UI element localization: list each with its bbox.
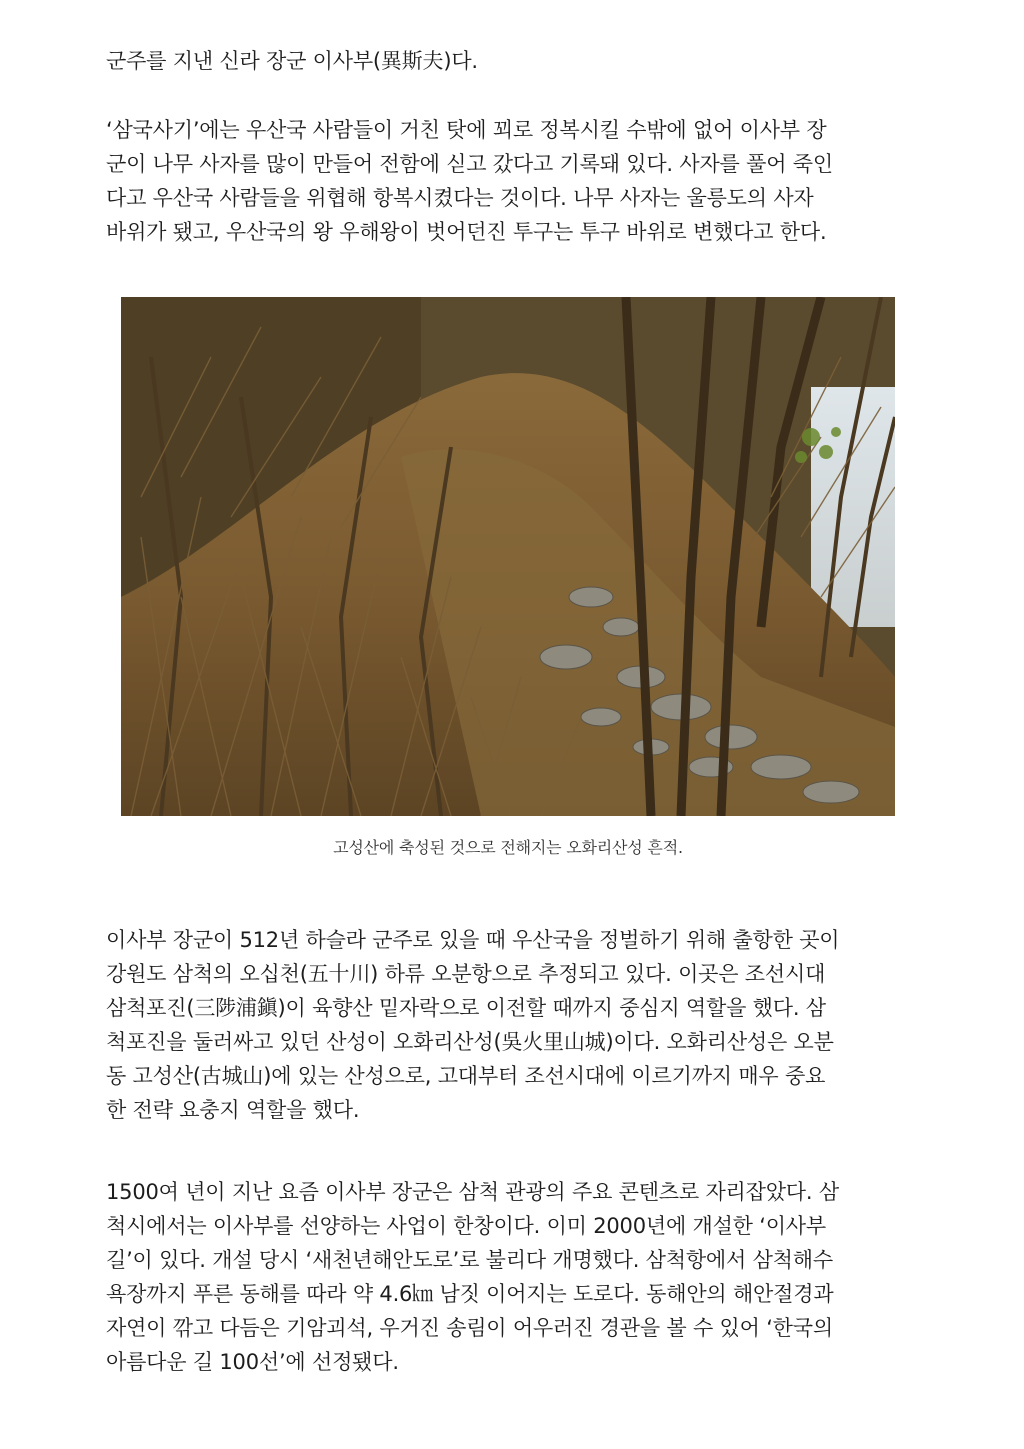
text-line: 다고 우산국 사람들을 위협해 항복시켰다는 것이다. 나무 사자는 울릉도의 사자 [106, 186, 814, 210]
text-line: 강원도 삼척의 오십천(五十川) 하류 오분항으로 추정되고 있다. 이곳은 조선시대 [106, 962, 826, 986]
text-line: 한 전략 요충지 역할을 했다. [106, 1098, 360, 1122]
paragraph-obun-port [106, 923, 926, 1127]
fortress-ruins-photo [121, 297, 895, 816]
text-line: 1500여 년이 지난 요즘 이사부 장군은 삼척 관광의 주요 콘텐츠로 자리잡았다. 삼 [106, 1180, 839, 1204]
text-line: 이사부 장군이 512년 하슬라 군주로 있을 때 우산국을 정벌하기 위해 출항한 곳이 [106, 928, 840, 952]
text-line: 군주를 지낸 신라 장군 이사부(異斯夫)다. [106, 49, 478, 73]
text-line: 길’이 있다. 개설 당시 ‘새천년해안도로’로 불리다 개명했다. 삼척항에서 삼척해수 [106, 1248, 833, 1272]
photo-illustration [121, 297, 895, 816]
text-line: 삼척포진(三陟浦鎭)이 육향산 밑자락으로 이전할 때까지 중심지 역할을 했다. 삼 [106, 996, 826, 1020]
text-line: 바위가 됐고, 우산국의 왕 우해왕이 벗어던진 투구는 투구 바위로 변했다고 한다. [106, 220, 827, 244]
text-line: 자연이 깎고 다듬은 기암괴석, 우거진 송림이 어우러진 경관을 볼 수 있어 ‘한국의 [106, 1316, 833, 1340]
text-line: 척포진을 둘러싸고 있던 산성이 오화리산성(吳火里山城)이다. 오화리산성은 오분 [106, 1030, 834, 1054]
paragraph-samguk-sagi [106, 113, 926, 249]
text-line: ‘삼국사기’에는 우산국 사람들이 거친 탓에 꾀로 정복시킬 수밖에 없어 이사부 장 [106, 118, 827, 142]
paragraph-isabu-road [106, 1175, 926, 1379]
intro-line [106, 44, 926, 78]
text-line: 욕장까지 푸른 동해를 따라 약 4.6㎞ 남짓 이어지는 도로다. 동해안의 해안절경과 [106, 1282, 834, 1306]
text-line: 동 고성산(古城山)에 있는 산성으로, 고대부터 조선시대에 이르기까지 매우 중요 [106, 1064, 826, 1088]
text-line: 척시에서는 이사부를 선양하는 사업이 한창이다. 이미 2000년에 개설한 ‘이사부 [106, 1214, 826, 1238]
photo-caption: 고성산에 축성된 것으로 전해지는 오화리산성 흔적. [333, 838, 683, 857]
text-line: 아름다운 길 100선’에 선정됐다. [106, 1350, 399, 1374]
text-line: 군이 나무 사자를 많이 만들어 전함에 싣고 갔다고 기록돼 있다. 사자를 풀어 죽인 [106, 152, 833, 176]
